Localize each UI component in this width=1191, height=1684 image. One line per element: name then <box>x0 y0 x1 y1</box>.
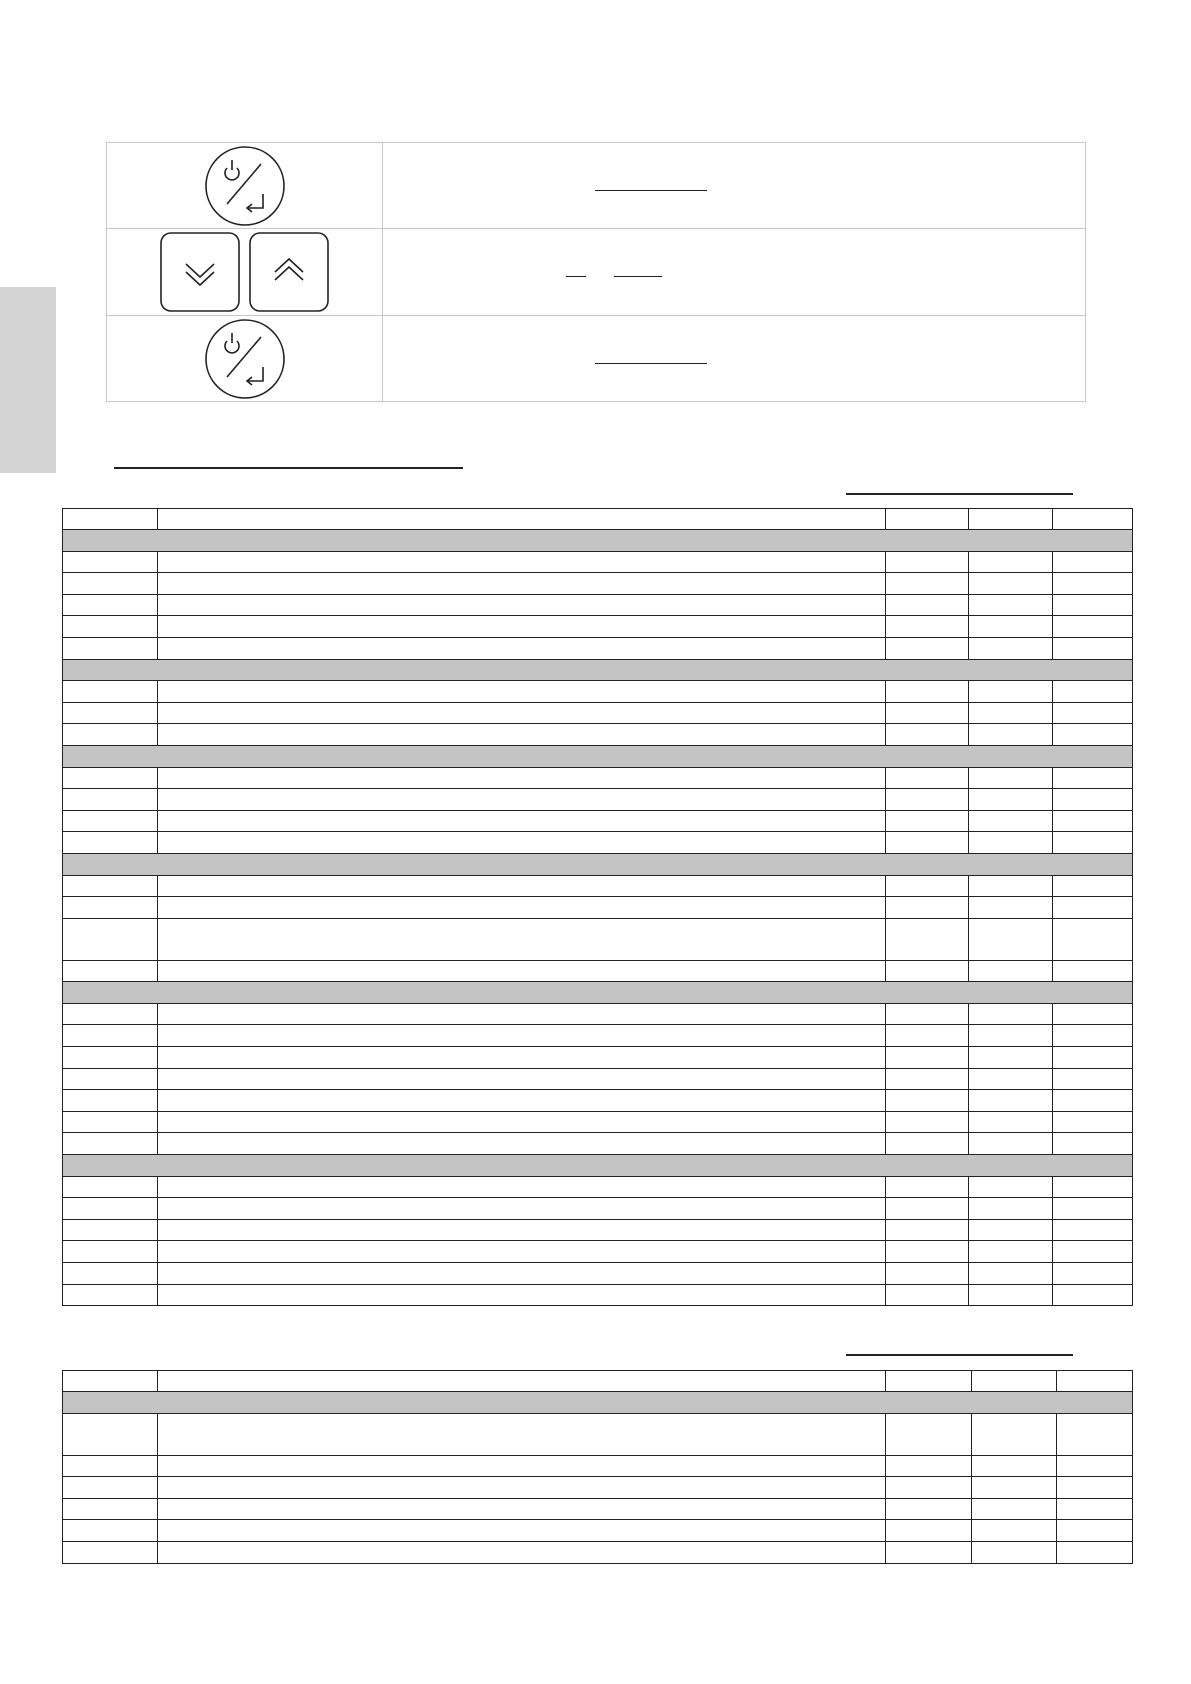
instruction-row <box>107 229 1086 316</box>
header-cell <box>63 1371 158 1392</box>
table-cell <box>158 1068 886 1090</box>
table-cell <box>972 1455 1057 1477</box>
table-cell <box>158 1413 886 1455</box>
group-header-row <box>63 1155 1133 1177</box>
table-cell <box>63 832 158 854</box>
table-cell <box>158 1025 886 1047</box>
table-row <box>63 1241 1133 1263</box>
table-row <box>63 616 1133 638</box>
table-cell <box>63 1111 158 1133</box>
table-cell <box>886 1176 969 1198</box>
table-cell <box>969 1241 1053 1263</box>
power-enter-icon <box>205 146 285 226</box>
table-cell <box>63 724 158 746</box>
header-cell <box>886 509 969 530</box>
table-cell <box>63 1284 158 1306</box>
table-cell <box>969 702 1053 724</box>
table-row <box>63 1413 1133 1455</box>
table-cell <box>969 1284 1053 1306</box>
table-cell <box>1053 551 1133 573</box>
table-cell <box>63 1090 158 1112</box>
table-cell <box>63 1263 158 1285</box>
table-cell <box>969 1068 1053 1090</box>
table-cell <box>1053 1284 1133 1306</box>
table-cell <box>886 594 969 616</box>
table-cell <box>1053 810 1133 832</box>
table-cell <box>969 616 1053 638</box>
group-header-cell <box>63 853 1133 875</box>
table-cell <box>63 1241 158 1263</box>
table-cell <box>63 1047 158 1069</box>
table-cell <box>1053 897 1133 919</box>
header-cell <box>158 509 886 530</box>
header-cell <box>63 509 158 530</box>
table-cell <box>158 1263 886 1285</box>
underlined-text <box>614 262 662 277</box>
table-cell <box>886 724 969 746</box>
underlined-text <box>566 262 586 277</box>
table-cell <box>886 1133 969 1155</box>
table-cell <box>969 767 1053 789</box>
table-cell <box>63 1068 158 1090</box>
table-cell <box>63 767 158 789</box>
table-row <box>63 832 1133 854</box>
table-cell <box>158 1198 886 1220</box>
table-row <box>63 594 1133 616</box>
table-cell <box>886 1219 969 1241</box>
table-row <box>63 724 1133 746</box>
table-cell <box>886 1198 969 1220</box>
group-header-cell <box>63 659 1133 681</box>
group-header-row <box>63 1392 1133 1414</box>
table-header-row <box>63 509 1133 530</box>
group-header-cell <box>63 1155 1133 1177</box>
table-cell <box>886 681 969 703</box>
table-header-row <box>63 1371 1133 1392</box>
header-cell <box>969 509 1053 530</box>
table-cell <box>886 810 969 832</box>
table-cell <box>158 1477 886 1499</box>
table-row <box>63 1090 1133 1112</box>
table-cell <box>1053 1241 1133 1263</box>
table-cell <box>969 551 1053 573</box>
table-cell <box>158 573 886 595</box>
table-cell <box>1053 637 1133 659</box>
side-tab <box>0 287 56 473</box>
table-cell <box>63 875 158 897</box>
table-row <box>63 1047 1133 1069</box>
table-cell <box>886 1541 972 1563</box>
table-cell <box>886 1241 969 1263</box>
underlined-text <box>595 176 707 191</box>
table-cell <box>886 1003 969 1025</box>
table-cell <box>1053 1263 1133 1285</box>
parameter-table-2 <box>62 1370 1133 1564</box>
table-row <box>63 1003 1133 1025</box>
table-cell <box>1053 1133 1133 1155</box>
header-cell <box>1057 1371 1133 1392</box>
table-cell <box>158 1520 886 1542</box>
table-cell <box>969 1133 1053 1155</box>
table-cell <box>63 1520 158 1542</box>
table-cell <box>158 1047 886 1069</box>
table-cell <box>1053 1090 1133 1112</box>
table-cell <box>63 1413 158 1455</box>
table-cell <box>972 1477 1057 1499</box>
table-cell <box>969 1263 1053 1285</box>
table-cell <box>63 960 158 982</box>
table-cell <box>158 681 886 703</box>
icon-cell <box>107 316 383 402</box>
table-row <box>63 789 1133 811</box>
table-cell <box>63 1198 158 1220</box>
table-row <box>63 1133 1133 1155</box>
table-cell <box>158 1090 886 1112</box>
table-cell <box>886 897 969 919</box>
table-cell <box>158 616 886 638</box>
table-cell <box>886 875 969 897</box>
instruction-text-cell <box>383 229 1086 316</box>
table-cell <box>158 1241 886 1263</box>
table-cell <box>1057 1541 1133 1563</box>
table-cell <box>158 1455 886 1477</box>
table-row <box>63 551 1133 573</box>
table-cell <box>969 832 1053 854</box>
parameter-table-2-body <box>63 1371 1133 1564</box>
table-cell <box>158 960 886 982</box>
header-cell <box>1053 509 1133 530</box>
table-cell <box>158 918 886 960</box>
table-cell <box>969 637 1053 659</box>
table-cell <box>63 1133 158 1155</box>
table-cell <box>63 551 158 573</box>
group-header-row <box>63 982 1133 1004</box>
table-cell <box>158 1111 886 1133</box>
table-cell <box>1053 767 1133 789</box>
table-cell <box>1053 960 1133 982</box>
table-cell <box>886 789 969 811</box>
table-row <box>63 918 1133 960</box>
table-row <box>63 1477 1133 1499</box>
table-cell <box>886 1090 969 1112</box>
group-header-cell <box>63 1392 1133 1414</box>
table-cell <box>63 594 158 616</box>
table-cell <box>969 1025 1053 1047</box>
table-row <box>63 702 1133 724</box>
power-enter-icon <box>205 319 285 399</box>
table-row <box>63 767 1133 789</box>
table-cell <box>63 1003 158 1025</box>
table-row <box>63 637 1133 659</box>
table-row <box>63 1025 1133 1047</box>
header-cell <box>972 1371 1057 1392</box>
underlined-text <box>595 349 707 364</box>
table-cell <box>1053 789 1133 811</box>
table-cell <box>63 897 158 919</box>
table-cell <box>969 1090 1053 1112</box>
table-cell <box>1053 875 1133 897</box>
group-header-cell <box>63 530 1133 552</box>
table-cell <box>158 1498 886 1520</box>
table-cell <box>886 1413 972 1455</box>
table1-caption-underline <box>846 493 1073 495</box>
table-cell <box>63 616 158 638</box>
table-cell <box>158 1284 886 1306</box>
table-row <box>63 573 1133 595</box>
table-row <box>63 1111 1133 1133</box>
table-cell <box>63 573 158 595</box>
table-cell <box>63 702 158 724</box>
up-arrows-icon <box>249 232 329 312</box>
parameter-table-1-body <box>63 509 1133 1306</box>
table-row <box>63 1541 1133 1563</box>
table-cell <box>969 810 1053 832</box>
table-cell <box>158 832 886 854</box>
group-header-row <box>63 853 1133 875</box>
table-cell <box>1053 616 1133 638</box>
table-cell <box>1053 1025 1133 1047</box>
header-cell <box>886 1371 972 1392</box>
table-cell <box>886 551 969 573</box>
table-cell <box>63 918 158 960</box>
table-cell <box>63 1541 158 1563</box>
table-cell <box>969 960 1053 982</box>
table-cell <box>1057 1477 1133 1499</box>
table-cell <box>63 789 158 811</box>
table-cell <box>886 1498 972 1520</box>
section-heading-underline <box>114 467 463 469</box>
table-cell <box>63 1455 158 1477</box>
table-cell <box>158 1541 886 1563</box>
table-cell <box>158 702 886 724</box>
table-cell <box>886 616 969 638</box>
table-cell <box>63 810 158 832</box>
table-cell <box>969 918 1053 960</box>
table-cell <box>886 1284 969 1306</box>
table-row <box>63 960 1133 982</box>
table2-caption-underline <box>846 1354 1073 1356</box>
table-cell <box>886 573 969 595</box>
icon-cell <box>107 229 383 316</box>
table-cell <box>1053 724 1133 746</box>
table-cell <box>972 1541 1057 1563</box>
table-cell <box>969 897 1053 919</box>
table-cell <box>63 1477 158 1499</box>
icon-cell <box>107 143 383 229</box>
instruction-text-cell <box>383 316 1086 402</box>
table-cell <box>972 1413 1057 1455</box>
table-cell <box>158 1219 886 1241</box>
table-cell <box>886 637 969 659</box>
table-cell <box>969 1219 1053 1241</box>
table-cell <box>1053 702 1133 724</box>
table-cell <box>63 1219 158 1241</box>
parameter-table-1 <box>62 508 1133 1306</box>
table-cell <box>969 724 1053 746</box>
table-cell <box>63 637 158 659</box>
table-row <box>63 810 1133 832</box>
group-header-row <box>63 745 1133 767</box>
table-cell <box>158 810 886 832</box>
table-cell <box>1053 1003 1133 1025</box>
group-header-cell <box>63 982 1133 1004</box>
table-cell <box>972 1498 1057 1520</box>
table-cell <box>969 1047 1053 1069</box>
table-cell <box>1053 832 1133 854</box>
header-cell <box>158 1371 886 1392</box>
table-cell <box>1057 1455 1133 1477</box>
group-header-row <box>63 659 1133 681</box>
instruction-table <box>106 142 1086 402</box>
table-row <box>63 681 1133 703</box>
table-cell <box>886 1263 969 1285</box>
table-cell <box>886 767 969 789</box>
table-cell <box>63 681 158 703</box>
table-row <box>63 1068 1133 1090</box>
table-cell <box>969 1198 1053 1220</box>
table-cell <box>1057 1520 1133 1542</box>
table-cell <box>969 681 1053 703</box>
table-cell <box>969 1176 1053 1198</box>
table-cell <box>886 1455 972 1477</box>
table-row <box>63 1284 1133 1306</box>
table-row <box>63 1455 1133 1477</box>
table-cell <box>1053 1176 1133 1198</box>
table-cell <box>63 1025 158 1047</box>
table-cell <box>886 1520 972 1542</box>
instruction-text-cell <box>383 143 1086 229</box>
table-cell <box>1057 1413 1133 1455</box>
table-cell <box>1053 1219 1133 1241</box>
instruction-row <box>107 316 1086 402</box>
table-cell <box>63 1498 158 1520</box>
table-cell <box>969 1111 1053 1133</box>
table-row <box>63 1198 1133 1220</box>
table-row <box>63 1176 1133 1198</box>
table-cell <box>1053 573 1133 595</box>
table-cell <box>158 897 886 919</box>
table-cell <box>158 1003 886 1025</box>
table-cell <box>158 1133 886 1155</box>
table-cell <box>886 918 969 960</box>
table-cell <box>886 1111 969 1133</box>
table-cell <box>158 551 886 573</box>
table-row <box>63 875 1133 897</box>
table-cell <box>1053 1068 1133 1090</box>
table-cell <box>886 702 969 724</box>
table-row <box>63 1498 1133 1520</box>
table-row <box>63 897 1133 919</box>
table-cell <box>1053 681 1133 703</box>
table-cell <box>969 789 1053 811</box>
table-cell <box>158 637 886 659</box>
table-cell <box>886 1068 969 1090</box>
table-row <box>63 1520 1133 1542</box>
table-cell <box>1053 918 1133 960</box>
table-row <box>63 1263 1133 1285</box>
table-cell <box>1053 1198 1133 1220</box>
table-cell <box>158 789 886 811</box>
table-cell <box>969 1003 1053 1025</box>
table-cell <box>158 1176 886 1198</box>
table-cell <box>158 875 886 897</box>
table-cell <box>158 767 886 789</box>
table-cell <box>1053 1111 1133 1133</box>
table-cell <box>972 1520 1057 1542</box>
table-cell <box>886 832 969 854</box>
table-cell <box>1057 1498 1133 1520</box>
table-cell <box>969 573 1053 595</box>
table-cell <box>886 1477 972 1499</box>
table-row <box>63 1219 1133 1241</box>
group-header-row <box>63 530 1133 552</box>
table-cell <box>886 1025 969 1047</box>
table-cell <box>158 724 886 746</box>
table-cell <box>969 594 1053 616</box>
group-header-cell <box>63 745 1133 767</box>
table-cell <box>886 1047 969 1069</box>
table-cell <box>158 594 886 616</box>
table-cell <box>1053 1047 1133 1069</box>
table-cell <box>886 960 969 982</box>
table-cell <box>969 875 1053 897</box>
down-arrows-icon <box>160 232 240 312</box>
table-cell <box>1053 594 1133 616</box>
table-cell <box>63 1176 158 1198</box>
instruction-row <box>107 143 1086 229</box>
